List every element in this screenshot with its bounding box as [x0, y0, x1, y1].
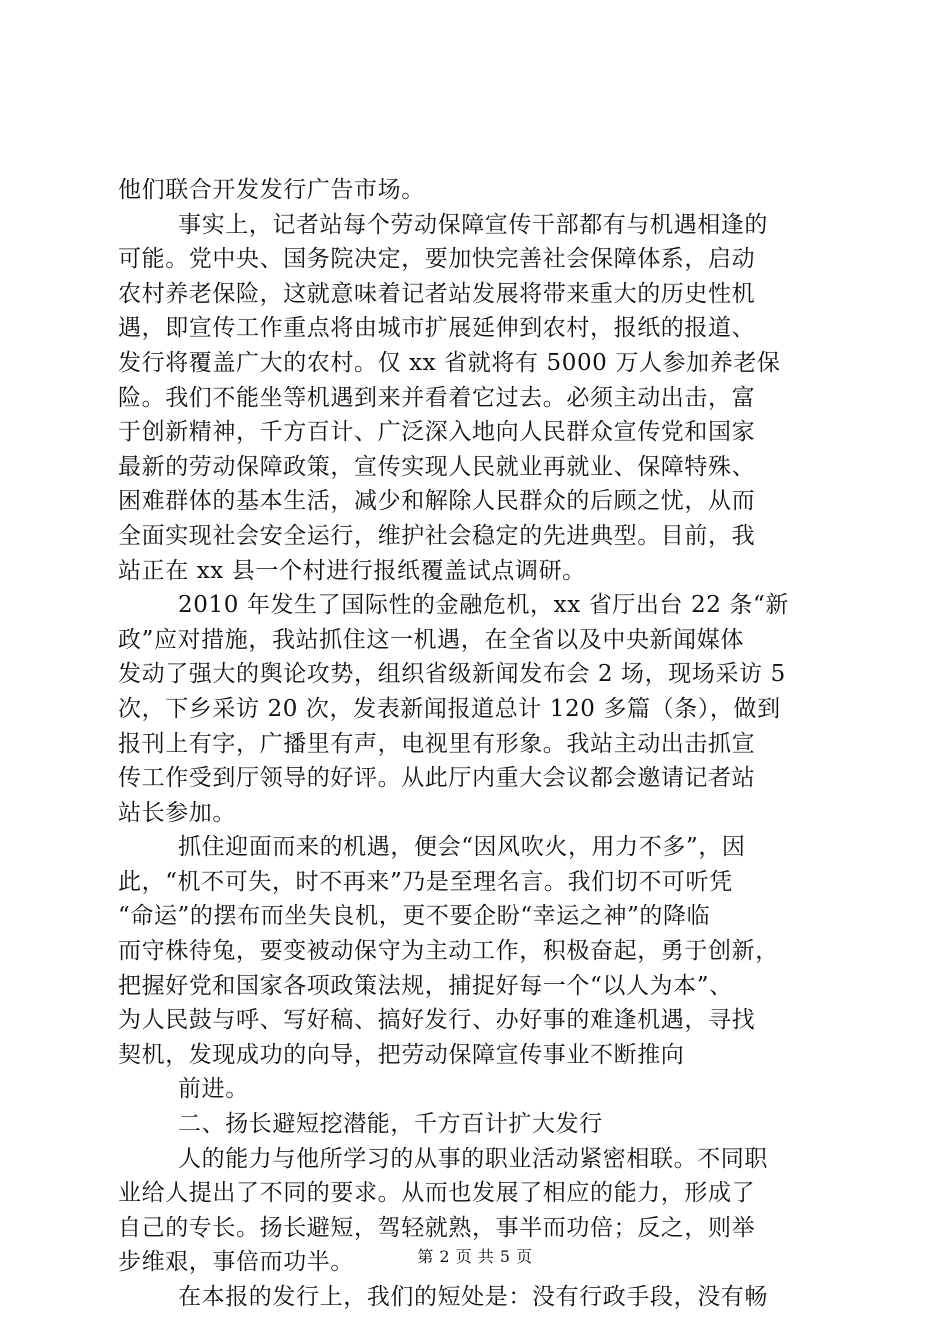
- text-line: 困难群体的基本生活，减少和解除人民群众的后顾之忧，从而: [118, 488, 756, 515]
- text-line: 政”应对措施，我站抓住这一机遇，在全省以及中央新闻媒体: [118, 626, 744, 653]
- text-line: 抓住迎面而来的机遇，便会“因风吹火，用力不多”，因: [178, 834, 746, 861]
- text-line: 把握好党和国家各项政策法规，捕捉好每一个“以人为本”、: [118, 972, 733, 999]
- text-line: 险。我们不能坐等机遇到来并看着它过去。必须主动出击，富: [118, 384, 756, 411]
- text-line: 在本报的发行上，我们的短处是：没有行政手段，没有畅: [178, 1284, 768, 1310]
- text-line: 报刊上有字，广播里有声，电视里有形象。我站主动出击抓宣: [118, 730, 756, 757]
- text-line: 自己的专长。扬长避短，驾轻就熟，事半而功倍；反之，则举: [118, 1214, 756, 1241]
- text-line: 业给人提出了不同的要求。从而也发展了相应的能力，形成了: [118, 1180, 756, 1207]
- text-line: 站正在 xx 县一个村进行报纸覆盖试点调研。: [118, 557, 586, 584]
- text-line: 此，“机不可失，时不再来”乃是至理名言。我们切不可听凭: [118, 868, 733, 895]
- text-line: 他们联合开发发行广告市场。: [118, 177, 425, 203]
- text-line: 前进。: [178, 1076, 249, 1103]
- text-line: 契机，发现成功的向导，把劳动保障宣传事业不断推向: [118, 1041, 685, 1068]
- text-line: 发动了强大的舆论攻势，组织省级新闻发布会 2 场，现场采访 5: [118, 661, 786, 688]
- text-line: 可能。党中央、国务院决定，要加快完善社会保障体系，启动: [118, 246, 756, 273]
- text-line: 最新的劳动保障政策，宣传实现人民就业再就业、保障特殊、: [118, 453, 756, 480]
- text-line: 2010 年发生了国际性的金融危机，xx 省厅出台 22 条“新: [178, 592, 789, 619]
- text-line: 事实上，记者站每个劳动保障宣传干部都有与机遇相逢的: [178, 211, 768, 238]
- text-line: 步维艰，事倍而功半。: [118, 1249, 354, 1276]
- text-line: 遇，即宣传工作重点将由城市扩展延伸到农村，报纸的报道、: [118, 315, 756, 342]
- text-line: 次，下乡采访 20 次，发表新闻报道总计 120 多篇（条），做到: [118, 695, 781, 722]
- text-line: “命运”的摆布而坐失良机，更不要企盼“幸运之神”的降临: [118, 903, 711, 930]
- text-line: 全面实现社会安全运行，维护社会稳定的先进典型。目前，我: [118, 522, 756, 549]
- document-body: [118, 173, 838, 1315]
- text-line: 人的能力与他所学习的从事的职业活动紧密相联。不同职: [178, 1145, 768, 1172]
- text-line: 而守株待兔，要变被动保守为主动工作，积极奋起，勇于创新，: [118, 938, 779, 965]
- page-footer: 第 2 页 共 5 页: [417, 1247, 533, 1266]
- text-line: 于创新精神，千方百计、广泛深入地向人民群众宣传党和国家: [118, 419, 756, 446]
- text-line: 为人民鼓与呼、写好稿、搞好发行、办好事的难逢机遇，寻找: [118, 1007, 756, 1034]
- text-line: 传工作受到厅领导的好评。从此厅内重大会议都会邀请记者站: [118, 765, 756, 792]
- text-line: 发行将覆盖广大的农村。仅 xx 省就将有 5000 万人参加养老保: [118, 349, 781, 376]
- text-line: 站长参加。: [118, 799, 236, 826]
- text-line: 二、扬长避短挖潜能，千方百计扩大发行: [178, 1111, 603, 1138]
- text-line: 农村养老保险，这就意味着记者站发展将带来重大的历史性机: [118, 280, 756, 307]
